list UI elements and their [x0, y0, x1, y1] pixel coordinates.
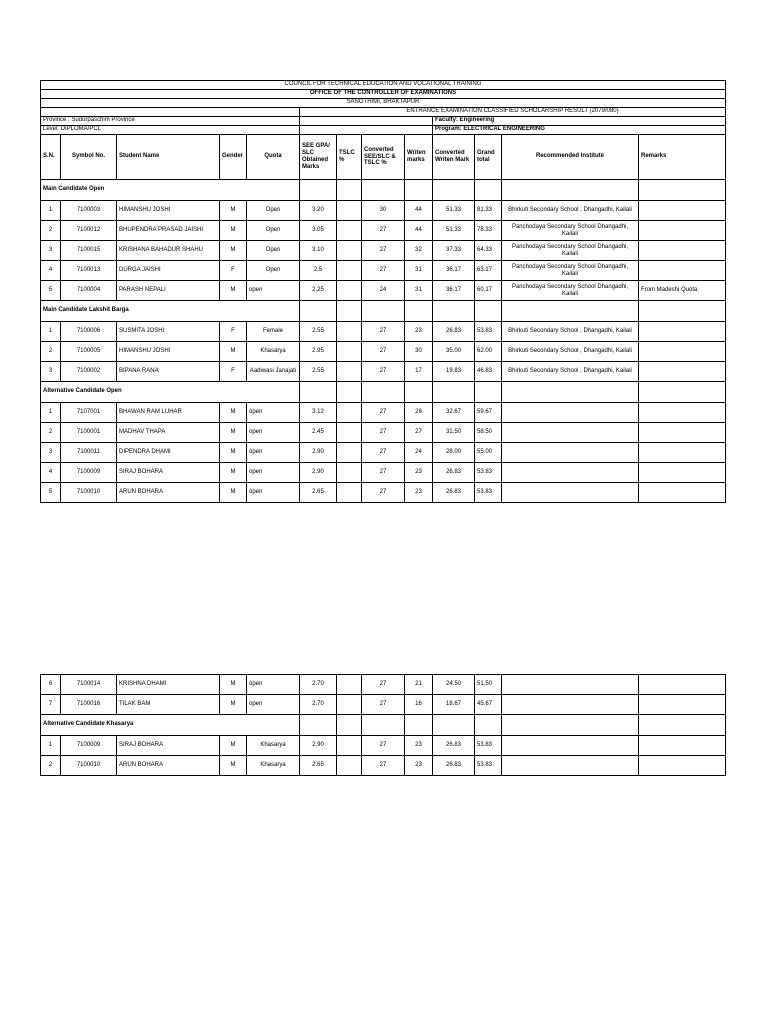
cell-written: 31: [405, 281, 433, 301]
cell-remarks: [639, 342, 726, 362]
cell-student-name: SIRAJ BOHARA: [117, 736, 220, 756]
cell-quota: Khasarya: [247, 736, 300, 756]
col-header-grand-total: Grand total: [475, 135, 502, 180]
cell-converted: 27: [362, 403, 405, 423]
cell-gpa: 3.20: [300, 201, 337, 221]
cell-tslc: [337, 322, 362, 342]
cell-grand-total: 58.50: [475, 423, 502, 443]
cell-written: 44: [405, 201, 433, 221]
cell-tslc: [337, 463, 362, 483]
cell-institute: [502, 443, 639, 463]
cell-student-name: HIMANSHU JOSHI: [117, 201, 220, 221]
cell-gender: M: [220, 483, 247, 503]
col-header-institute: Recommended Institute: [502, 135, 639, 180]
cell-symbol: 7100010: [61, 756, 117, 776]
cell-tslc: [337, 756, 362, 776]
table-row: [41, 463, 726, 483]
section-header: [41, 301, 726, 322]
section-title: Alternative Candidate Open: [41, 382, 300, 403]
cell-grand-total: 53.83: [475, 756, 502, 776]
cell-quota: Khasarya: [247, 756, 300, 776]
cell-converted: 27: [362, 443, 405, 463]
cell-tslc: [337, 362, 362, 382]
cell-tslc: [337, 423, 362, 443]
cell-sn: 3: [41, 443, 61, 463]
cell-grand-total: 51.50: [475, 675, 502, 695]
cell-tslc: [337, 403, 362, 423]
cell-converted: 27: [362, 241, 405, 261]
cell-institute: Panchodaya Secondary School Dhangadhi, Kailali: [502, 241, 639, 261]
cell-quota: Open: [247, 221, 300, 241]
cell-gender: F: [220, 261, 247, 281]
cell-written: 27: [405, 423, 433, 443]
cell-tslc: [337, 736, 362, 756]
cell-institute: [502, 675, 639, 695]
section-title: Main Candidate Open: [41, 180, 300, 201]
cell-converted-written: 51.33: [433, 201, 475, 221]
cell-converted-written: 37.33: [433, 241, 475, 261]
cell-converted-written: 35.00: [433, 342, 475, 362]
cell-sn: 2: [41, 756, 61, 776]
faculty-label: Faculty: Engineering: [433, 117, 726, 126]
cell-written: 17: [405, 362, 433, 382]
cell-student-name: ARUN BOHARA: [117, 483, 220, 503]
cell-gender: M: [220, 221, 247, 241]
cell-converted: 27: [362, 221, 405, 241]
cell-written: 31: [405, 261, 433, 281]
cell-converted-written: 36.17: [433, 281, 475, 301]
cell-gender: M: [220, 403, 247, 423]
cell-tslc: [337, 201, 362, 221]
office-title: OFFICE OF THE CONTROLLER OF EXAMINATIONS: [41, 90, 726, 99]
cell-quota: Open: [247, 201, 300, 221]
cell-grand-total: 55.00: [475, 443, 502, 463]
cell-gpa: 3.10: [300, 241, 337, 261]
council-title: COUNCIL FOR TECHNICAL EDUCATION AND VOCATIONAL TRAINING: [41, 81, 726, 90]
result-table: [40, 80, 726, 503]
cell-student-name: ARUN BOHARA: [117, 756, 220, 776]
cell-remarks: [639, 241, 726, 261]
level-label: Level: DIPLOMA/PCL: [41, 126, 300, 135]
cell-institute: [502, 736, 639, 756]
cell-gpa: 3.12: [300, 403, 337, 423]
cell-grand-total: 81.33: [475, 201, 502, 221]
cell-written: 30: [405, 342, 433, 362]
program-label: Program: ELECTRICAL ENGINEERING: [433, 126, 726, 135]
cell-grand-total: 46.83: [475, 362, 502, 382]
cell-institute: [502, 695, 639, 715]
cell-gender: M: [220, 201, 247, 221]
cell-sn: 1: [41, 201, 61, 221]
cell-converted-written: 19.83: [433, 362, 475, 382]
table-row: [41, 443, 726, 463]
cell-symbol: 7100003: [61, 201, 117, 221]
cell-tslc: [337, 261, 362, 281]
cell-symbol: 7107001: [61, 403, 117, 423]
cell-converted-written: 32.67: [433, 403, 475, 423]
cell-remarks: [639, 322, 726, 342]
cell-gender: F: [220, 322, 247, 342]
col-header-sn: S.N.: [41, 135, 61, 180]
cell-quota: open: [247, 443, 300, 463]
cell-student-name: BHUPENDRA PRASAD JAISHI: [117, 221, 220, 241]
section-title: Alternative Candidate Khasarya: [41, 715, 300, 736]
col-header-tslc: TSLC %: [337, 135, 362, 180]
cell-student-name: BIPANA RANA: [117, 362, 220, 382]
table-row: [41, 201, 726, 221]
cell-converted-written: 36.17: [433, 261, 475, 281]
cell-remarks: [639, 261, 726, 281]
cell-student-name: PARASH NEPALI: [117, 281, 220, 301]
cell-remarks: [639, 201, 726, 221]
table-row: [41, 342, 726, 362]
cell-institute: [502, 403, 639, 423]
cell-tslc: [337, 695, 362, 715]
cell-gender: M: [220, 736, 247, 756]
cell-remarks: [639, 675, 726, 695]
section-header: [41, 180, 726, 201]
col-header-written: Writen marks: [405, 135, 433, 180]
cell-quota: open: [247, 675, 300, 695]
cell-gpa: 2.90: [300, 736, 337, 756]
cell-converted: 27: [362, 362, 405, 382]
office-address: SANOTHIMI, BHAKTAPUR: [41, 99, 726, 108]
cell-institute: Panchodaya Secondary School Dhangadhi, Kailali: [502, 261, 639, 281]
cell-remarks: [639, 756, 726, 776]
cell-quota: open: [247, 403, 300, 423]
cell-sn: 6: [41, 675, 61, 695]
table-row: [41, 675, 726, 695]
cell-remarks: [639, 362, 726, 382]
cell-quota: open: [247, 463, 300, 483]
cell-tslc: [337, 675, 362, 695]
cell-converted: 27: [362, 483, 405, 503]
cell-sn: 5: [41, 483, 61, 503]
cell-remarks: [639, 423, 726, 443]
cell-written: 23: [405, 463, 433, 483]
cell-gpa: 2.25: [300, 281, 337, 301]
cell-student-name: KRISHNA DHAMI: [117, 675, 220, 695]
cell-sn: 1: [41, 736, 61, 756]
cell-written: 28: [405, 403, 433, 423]
col-header-gender: Gender: [220, 135, 247, 180]
cell-converted-written: 26.83: [433, 322, 475, 342]
table-row: [41, 281, 726, 301]
cell-institute: Bhirkuti Secondary School , Dhangadhi, Kailali: [502, 322, 639, 342]
cell-symbol: 7100009: [61, 736, 117, 756]
cell-remarks: [639, 736, 726, 756]
cell-remarks: [639, 483, 726, 503]
cell-symbol: 7100013: [61, 261, 117, 281]
cell-gpa: 2.55: [300, 362, 337, 382]
cell-converted: 27: [362, 736, 405, 756]
cell-written: 16: [405, 695, 433, 715]
cell-grand-total: 60.17: [475, 281, 502, 301]
cell-converted-written: 26.83: [433, 736, 475, 756]
col-header-remarks: Remarks: [639, 135, 726, 180]
col-header-quota: Quota: [247, 135, 300, 180]
cell-institute: [502, 463, 639, 483]
cell-converted-written: 26.83: [433, 463, 475, 483]
cell-remarks: From Madeshi Quota: [639, 281, 726, 301]
cell-sn: 7: [41, 695, 61, 715]
cell-grand-total: 53.83: [475, 483, 502, 503]
cell-sn: 2: [41, 342, 61, 362]
section-header: [41, 382, 726, 403]
cell-symbol: 7100010: [61, 483, 117, 503]
cell-remarks: [639, 221, 726, 241]
cell-tslc: [337, 221, 362, 241]
cell-written: 23: [405, 756, 433, 776]
cell-grand-total: 59.67: [475, 403, 502, 423]
cell-converted-written: 18.67: [433, 695, 475, 715]
cell-converted: 30: [362, 201, 405, 221]
cell-remarks: [639, 463, 726, 483]
cell-gpa: 2.45: [300, 423, 337, 443]
cell-converted-written: 31.50: [433, 423, 475, 443]
cell-gender: M: [220, 695, 247, 715]
cell-sn: 4: [41, 463, 61, 483]
cell-remarks: [639, 443, 726, 463]
cell-gpa: 2.95: [300, 342, 337, 362]
cell-remarks: [639, 403, 726, 423]
cell-quota: open: [247, 695, 300, 715]
cell-grand-total: 53.83: [475, 736, 502, 756]
cell-gender: M: [220, 342, 247, 362]
cell-gpa: 2.90: [300, 443, 337, 463]
cell-sn: 3: [41, 362, 61, 382]
cell-converted: 27: [362, 261, 405, 281]
cell-institute: Panchodaya Secondary School Dhangadhi, Kailali: [502, 221, 639, 241]
result-table-continued: [40, 674, 726, 776]
cell-written: 23: [405, 736, 433, 756]
cell-institute: Bhirkuti Secondary School , Dhangadhi, Kailali: [502, 201, 639, 221]
cell-gpa: 2.70: [300, 695, 337, 715]
cell-converted-written: 24.50: [433, 675, 475, 695]
cell-tslc: [337, 443, 362, 463]
cell-symbol: 7100005: [61, 342, 117, 362]
cell-quota: Open: [247, 241, 300, 261]
cell-student-name: SUSMITA JOSHI: [117, 322, 220, 342]
col-header-converted: Converted SEE/SLC & TSLC %: [362, 135, 405, 180]
cell-tslc: [337, 241, 362, 261]
cell-converted: 24: [362, 281, 405, 301]
cell-student-name: MADHAV THAPA: [117, 423, 220, 443]
cell-converted: 27: [362, 342, 405, 362]
cell-sn: 2: [41, 423, 61, 443]
cell-gender: M: [220, 675, 247, 695]
cell-converted: 27: [362, 463, 405, 483]
table-row: [41, 322, 726, 342]
cell-grand-total: 53.83: [475, 463, 502, 483]
cell-gpa: 2.70: [300, 675, 337, 695]
table-row: [41, 241, 726, 261]
cell-gpa: 2.65: [300, 756, 337, 776]
cell-sn: 1: [41, 322, 61, 342]
cell-converted-written: 26.83: [433, 483, 475, 503]
cell-sn: 2: [41, 221, 61, 241]
cell-gender: F: [220, 362, 247, 382]
table-row: [41, 423, 726, 443]
cell-student-name: DURGA JAISHI: [117, 261, 220, 281]
cell-institute: Bhirkuti Secondary School , Dhangadhi, Kailali: [502, 342, 639, 362]
cell-grand-total: 45.67: [475, 695, 502, 715]
table-row: [41, 221, 726, 241]
cell-written: 23: [405, 322, 433, 342]
table-row: [41, 403, 726, 423]
cell-tslc: [337, 342, 362, 362]
cell-tslc: [337, 483, 362, 503]
cell-converted: 27: [362, 675, 405, 695]
cell-converted: 27: [362, 756, 405, 776]
cell-student-name: BHAWAN RAM LUHAR: [117, 403, 220, 423]
cell-gender: M: [220, 463, 247, 483]
cell-grand-total: 53.83: [475, 322, 502, 342]
cell-institute: [502, 483, 639, 503]
cell-symbol: 7100015: [61, 241, 117, 261]
cell-quota: open: [247, 483, 300, 503]
cell-gender: M: [220, 281, 247, 301]
cell-converted: 27: [362, 322, 405, 342]
cell-symbol: 7100002: [61, 362, 117, 382]
cell-quota: open: [247, 281, 300, 301]
col-header-converted-written: Converted Writen Mark: [433, 135, 475, 180]
cell-gender: M: [220, 423, 247, 443]
cell-gpa: 2.90: [300, 463, 337, 483]
cell-sn: 3: [41, 241, 61, 261]
cell-converted: 27: [362, 423, 405, 443]
cell-grand-total: 78.33: [475, 221, 502, 241]
cell-converted-written: 26.83: [433, 756, 475, 776]
cell-student-name: TILAK BAM: [117, 695, 220, 715]
cell-quota: Female: [247, 322, 300, 342]
cell-symbol: 7100014: [61, 675, 117, 695]
result-title: ENTRANCE EXAMINATION CLASSIFIED SCHOLARSHIP RESULT (2079/080): [300, 108, 726, 117]
cell-grand-total: 62.00: [475, 342, 502, 362]
cell-student-name: SIRAJ BOHARA: [117, 463, 220, 483]
table-row: [41, 483, 726, 503]
cell-gpa: 3.05: [300, 221, 337, 241]
cell-grand-total: 64.33: [475, 241, 502, 261]
col-header-symbol: Symbol No.: [61, 135, 117, 180]
cell-remarks: [639, 695, 726, 715]
cell-quota: Aadiwasi Janajati: [247, 362, 300, 382]
table-row: [41, 261, 726, 281]
section-header: [41, 715, 726, 736]
table-row: [41, 695, 726, 715]
cell-gpa: 2.5: [300, 261, 337, 281]
cell-gender: M: [220, 756, 247, 776]
cell-written: 21: [405, 675, 433, 695]
cell-institute: Bhirkuti Secondary School , Dhangadhi, Kailali: [502, 362, 639, 382]
cell-symbol: 7100004: [61, 281, 117, 301]
table-row: [41, 362, 726, 382]
cell-institute: [502, 423, 639, 443]
col-header-name: Student Name: [117, 135, 220, 180]
cell-sn: 4: [41, 261, 61, 281]
cell-symbol: 7100012: [61, 221, 117, 241]
cell-student-name: KRISHANA BAHADUR SHAHU: [117, 241, 220, 261]
cell-institute: Panchodaya Secondary School Dhangadhi, Kailali: [502, 281, 639, 301]
cell-quota: open: [247, 423, 300, 443]
cell-symbol: 7100006: [61, 322, 117, 342]
cell-quota: Open: [247, 261, 300, 281]
cell-symbol: 7100009: [61, 463, 117, 483]
cell-institute: [502, 756, 639, 776]
cell-gpa: 2.65: [300, 483, 337, 503]
cell-student-name: DIPENDRA DHAMI: [117, 443, 220, 463]
cell-gender: M: [220, 443, 247, 463]
cell-grand-total: 63.17: [475, 261, 502, 281]
table-row: [41, 736, 726, 756]
cell-sn: 1: [41, 403, 61, 423]
cell-written: 23: [405, 483, 433, 503]
cell-student-name: HIMANSHU JOSHI: [117, 342, 220, 362]
section-title: Main Candidate Lakshit Barga: [41, 301, 300, 322]
province-label: Province : Sudurpaschim Province: [41, 117, 300, 126]
cell-quota: Khasarya: [247, 342, 300, 362]
cell-sn: 5: [41, 281, 61, 301]
cell-converted-written: 28.00: [433, 443, 475, 463]
cell-gpa: 2.55: [300, 322, 337, 342]
col-header-gpa: SEE GPA/ SLC Obtained Marks: [300, 135, 337, 180]
cell-gender: M: [220, 241, 247, 261]
cell-converted: 27: [362, 695, 405, 715]
cell-tslc: [337, 281, 362, 301]
cell-converted-written: 51.33: [433, 221, 475, 241]
table-row: [41, 756, 726, 776]
cell-symbol: 7100001: [61, 423, 117, 443]
cell-written: 32: [405, 241, 433, 261]
cell-symbol: 7100011: [61, 443, 117, 463]
cell-written: 44: [405, 221, 433, 241]
cell-symbol: 7100016: [61, 695, 117, 715]
cell-written: 24: [405, 443, 433, 463]
